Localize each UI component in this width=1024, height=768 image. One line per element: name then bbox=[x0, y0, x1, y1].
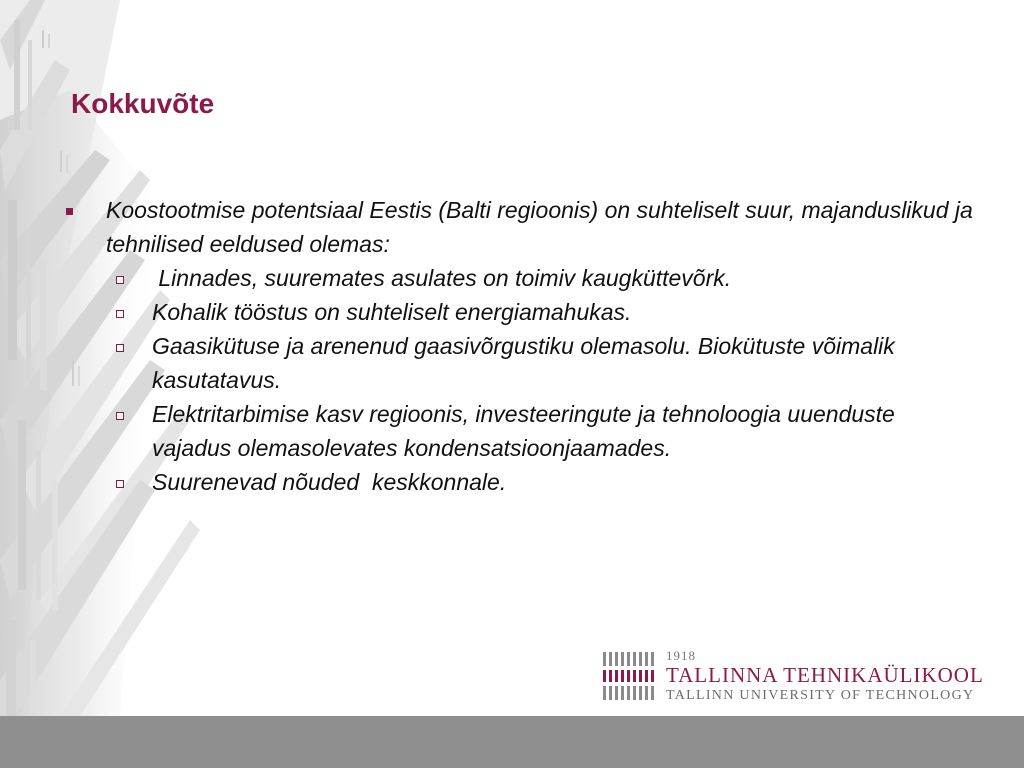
sub-bullet-text: Kohalik tööstus on suhteliselt energiamahukas. bbox=[152, 299, 632, 325]
hollow-square-bullet-icon bbox=[116, 344, 124, 352]
square-bullet-icon bbox=[66, 208, 73, 215]
logo-name: TALLINNA TEHNIKAÜLIKOOL bbox=[666, 663, 984, 687]
sub-bullet-item bbox=[62, 329, 982, 397]
sub-bullet-item bbox=[62, 397, 982, 465]
hollow-square-bullet-icon bbox=[116, 412, 124, 420]
bullet-list bbox=[62, 193, 982, 261]
university-logo bbox=[603, 648, 983, 704]
bullet-text: Koostootmise potentsiaal Eestis (Balti regioonis) on suhteliselt suur, majanduslikud ja tehnilised eeldused olemas: bbox=[106, 197, 973, 257]
bullet-item bbox=[62, 193, 982, 261]
slide-content bbox=[62, 193, 982, 499]
hollow-square-bullet-icon bbox=[116, 276, 124, 284]
slide-title: Kokkuvõte bbox=[71, 88, 215, 119]
sub-bullet-text: Elektritarbimise kasv regioonis, investeeringute ja tehnoloogia uuenduste vajadus olemasolevates kondensatsioonjaamades. bbox=[152, 401, 908, 461]
sub-bullet-item bbox=[62, 465, 982, 499]
sub-bullet-item bbox=[62, 295, 982, 329]
hollow-square-bullet-icon bbox=[116, 310, 124, 318]
sub-bullet-text: Linnades, suuremates asulates on toimiv kaugküttevõrk. bbox=[152, 265, 732, 291]
hollow-square-bullet-icon bbox=[116, 480, 124, 488]
logo-year: 1918 bbox=[666, 648, 696, 663]
sub-bullet-list bbox=[62, 261, 982, 499]
sub-bullet-text: Suurenevad nõuded keskkonnale. bbox=[152, 469, 507, 495]
sub-bullet-item bbox=[62, 261, 982, 295]
logo-subtitle: TALLINN UNIVERSITY OF TECHNOLOGY bbox=[666, 688, 975, 703]
university-emblem-icon bbox=[603, 652, 659, 702]
footer-bar bbox=[0, 716, 1024, 768]
sub-bullet-text: Gaasikütuse ja arenenud gaasivõrgustiku olemasolu. Biokütuste võimalik kasutatavus. bbox=[152, 333, 895, 393]
